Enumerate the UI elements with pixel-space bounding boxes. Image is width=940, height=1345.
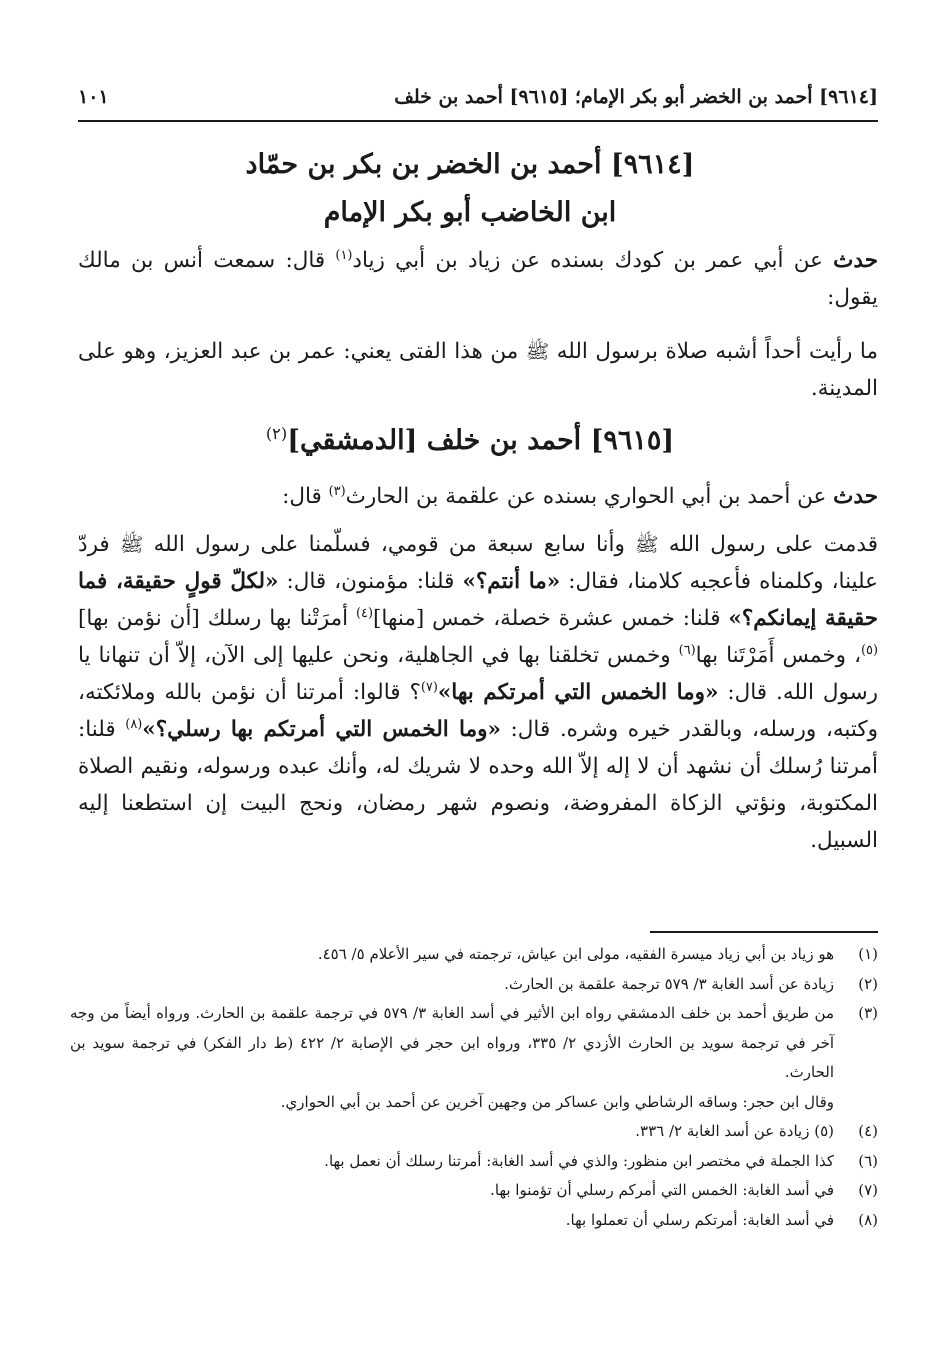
salawat-ligature: ﷺ xyxy=(119,533,144,556)
footnote-text: في أسد الغابة: الخمس التي أمركم رسلي أن تؤمنوا بها. xyxy=(490,1181,834,1199)
entry-9614-matn-paragraph xyxy=(78,333,878,407)
footnote-ref-2[interactable]: (٢) xyxy=(265,424,288,443)
footnote-ref-1[interactable]: (١) xyxy=(335,247,353,263)
footnote-text: هو زياد بن أبي زياد ميسرة الفقيه، مولى ابن عياش، ترجمته في سير الأعلام ٥/ ٤٥٦. xyxy=(317,945,834,963)
entry-9615-isnad-paragraph xyxy=(78,478,878,515)
entry-9615-title xyxy=(70,422,870,460)
footnote-number: (٧) xyxy=(858,1181,878,1199)
paragraph-text: فردّ علينا، وكلمناه فأعجبه كلامنا، فقال: xyxy=(78,532,878,594)
prophet-quote: «وما الخمس التي أمرتكم بها» xyxy=(437,680,719,705)
paragraph-text: قال: سمعت أنس بن مالك يقول: xyxy=(78,248,878,310)
footnote-ref-7[interactable]: (٧) xyxy=(420,679,438,695)
paragraph-text: وخمس تخلقنا بها في الجاهلية، ونحن عليها إلى الآن، إلاّ أن تنهانا يا رسول الله. قال: xyxy=(78,643,879,705)
paragraph-text: ؟ قالوا: أمرتنا أن نؤمن بالله وملائكته، وكتبه، ورسله، وبالقدر خيره وشره. قال: xyxy=(78,680,878,742)
footnote-text: من طريق أحمد بن خلف الدمشقي رواه ابن الأثير في أسد الغابة ٣/ ٥٧٩ في ترجمة علقمة بن الحارث. ورواه أيضاً من وجه آخر في ترجمة سويد بن الحارث الأزدي ٢/ ٣٣٥، ورواه ابن حجر في الإصابة ٢/ ٤٢٢ (ط دار الفكر) في ترجمة سويد بن الحارث. xyxy=(70,1004,835,1081)
paragraph-text: ، وخمس أَمَرْتَنا بها xyxy=(695,643,862,668)
entry-9615-title-text: [٩٦١٥] أحمد بن خلف [الدمشقي] xyxy=(287,425,675,456)
entry-9615-matn-paragraph xyxy=(78,526,878,859)
footnote-number: (٢) xyxy=(858,974,878,993)
footnote-ref-3[interactable]: (٣) xyxy=(328,483,346,499)
footnote-item xyxy=(70,1206,878,1236)
footnote-text: (٥) زيادة عن أسد الغابة ٢/ ٣٣٦. xyxy=(635,1122,834,1140)
footnote-number: (٣) xyxy=(858,1004,878,1022)
paragraph-text: قلنا: أمرتنا رُسلك أن نشهد أن لا إله إلاّ الله وحده لا شريك له، وأنك عبده ورسوله، ونقيم الصلاة المكتوبة، ونؤتي الزكاة المفروضة، ونصوم شهر رمضان، ونحج البيت إن استطعنا إليه السبيل. xyxy=(78,717,878,853)
footnote-item xyxy=(70,940,878,970)
paragraph-text: أمرَتْنا بها رسلك [أن نؤمن بها] xyxy=(78,606,356,631)
footnote-number: (١) xyxy=(858,945,878,963)
salawat-ligature: ﷺ xyxy=(635,533,659,556)
paragraph-text: قدمت على رسول الله xyxy=(658,532,878,557)
paragraph-text: قال: xyxy=(282,484,329,509)
page-number: ١٠١ xyxy=(78,86,109,108)
paragraph-text: عن أحمد بن أبي الحواري بسنده عن علقمة بن الحارث xyxy=(345,484,834,509)
footnote-item xyxy=(70,970,878,1000)
footnote-number: (٨) xyxy=(858,1210,878,1229)
footnote-item-continuation xyxy=(70,1088,878,1118)
entry-9614-title-line1: [٩٦١٤] أحمد بن الخضر بن بكر بن حمّاد xyxy=(245,149,695,180)
paragraph-text: قلنا: مؤمنون، قال: xyxy=(278,569,463,594)
running-header xyxy=(78,84,878,122)
entry-9614-title-line2: ابن الخاضب أبو بكر الإمام xyxy=(323,197,617,228)
footnote-text: كذا الجملة في مختصر ابن منظور: والذي في أسد الغابة: أمرتنا رسلك أن نعمل بها. xyxy=(324,1151,834,1170)
footnotes xyxy=(70,940,878,1235)
footnote-text: زيادة عن أسد الغابة ٣/ ٥٧٩ ترجمة علقمة بن الحارث. xyxy=(504,974,834,993)
salawat-ligature: ﷺ xyxy=(525,340,550,363)
prophet-quote: «ما أنتم؟» xyxy=(462,569,561,594)
running-title: [٩٦١٤] أحمد بن الخضر أبو بكر الإمام؛ [٩٦١٥] أحمد بن خلف xyxy=(394,86,878,108)
footnote-ref-4[interactable]: (٤) xyxy=(356,605,373,621)
prophet-quote: «وما الخمس التي أمرتكم بها رسلي؟» xyxy=(142,717,501,742)
footnote-number: (٦) xyxy=(858,1151,878,1170)
footnote-text: في أسد الغابة: أمرتكم رسلي أن تعملوا بها. xyxy=(565,1210,834,1229)
footnote-item xyxy=(70,1176,878,1206)
hadith-lead-word: حدث xyxy=(833,484,878,509)
footnote-ref-6[interactable]: (٦) xyxy=(678,642,696,658)
prophet-quote: «لكلّ قولٍ حقيقة، فما حقيقة إيمانكم؟» xyxy=(78,569,879,631)
footnote-item xyxy=(70,999,878,1088)
footnote-item xyxy=(70,1147,878,1177)
paragraph-text: ما رأيت أحداً أشبه صلاة برسول الله xyxy=(549,339,878,364)
footnote-number: (٤) xyxy=(858,1122,878,1140)
hadith-lead-word: حدث xyxy=(833,248,878,273)
footnote-ref-8[interactable]: (٨) xyxy=(125,716,143,732)
paragraph-text: وأنا سابع سبعة من قومي، فسلّمنا على رسول الله xyxy=(143,532,636,557)
footnote-text: وقال ابن حجر: وساقه الرشاطي وابن عساكر من وجهين آخرين عن أحمد بن أبي الحواري. xyxy=(280,1092,834,1111)
paragraph-text: عن أبي عمر بن كودك بسنده عن زياد بن أبي زياد xyxy=(352,248,834,273)
paragraph-text: قلنا: خمس عشرة خصلة، خمس [منها] xyxy=(373,606,729,631)
paragraph-text: من هذا الفتى يعني: عمر بن عبد العزيز، وهو على المدينة. xyxy=(78,339,878,401)
entry-9614-isnad-paragraph xyxy=(78,242,878,316)
footnote-item xyxy=(70,1117,878,1147)
footnote-ref-5[interactable]: (٥) xyxy=(861,642,879,658)
footnote-separator xyxy=(650,931,878,933)
